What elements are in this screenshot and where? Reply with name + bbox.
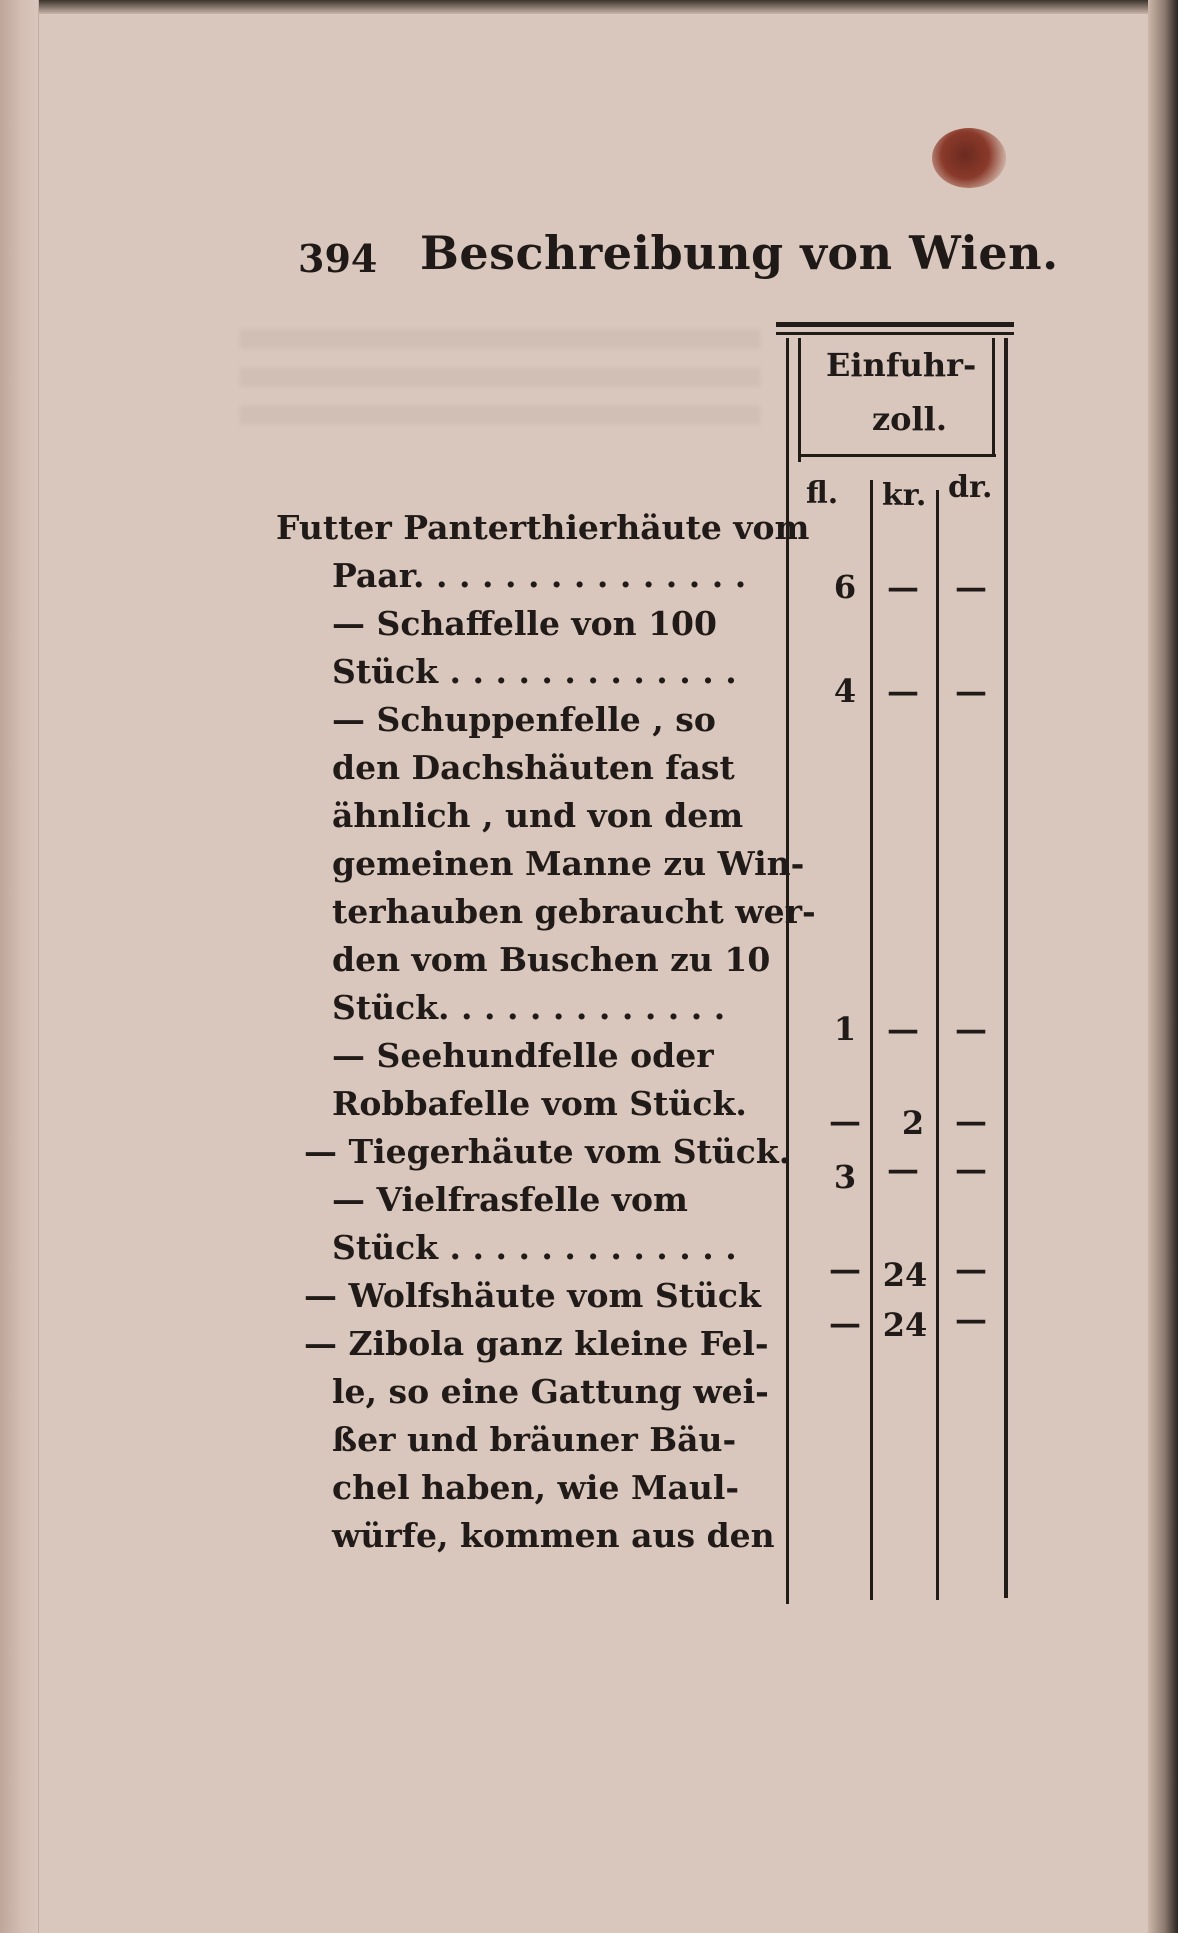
unit-dr: dr. [948,470,993,505]
entry-line: — Seehundfelle oder [332,1036,714,1075]
page-top-shadow [0,0,1178,14]
entry-line: ähnlich , und von dem [332,796,744,835]
fl-value: 6 [833,568,857,606]
table-top-rule-2 [776,332,1014,335]
kr-value: 24 [882,1306,928,1344]
entry-line: — Schaffelle von 100 [332,604,717,643]
kr-value: — [887,1010,919,1048]
kr-value: 24 [882,1256,928,1294]
dr-value: — [955,1250,987,1288]
column-title-line1: Einfuhr- [826,346,977,384]
entry-line: Paar. . . . . . . . . . . . . . . [332,556,747,595]
entry-line: ßer und bräuner Bäu- [332,1420,737,1459]
entry-line: — Vielfrasfelle vom [332,1180,688,1219]
kr-value: 2 [901,1104,925,1142]
entry-line: — Schuppenfelle , so [332,700,716,739]
entry-line: würfe, kommen aus den [332,1516,775,1555]
entry-line: Robbafelle vom Stück. [332,1084,747,1123]
fl-value: — [829,1102,861,1140]
entry-line: chel haben, wie Maul- [332,1468,740,1507]
ink-stain [932,128,1006,188]
fl-value: — [829,1304,861,1342]
entry-line: gemeinen Manne zu Win- [332,844,805,883]
table-top-rule [776,322,1014,327]
unit-kr: kr. [882,478,927,513]
entry-line: den vom Buschen zu 10 [332,940,771,979]
dr-value: — [955,1300,987,1338]
running-head: Beschreibung von Wien. [420,226,1059,280]
entry-line: le, so eine Gattung wei- [332,1372,769,1411]
dr-value: — [955,568,987,606]
entry-line: terhauben gebraucht wer- [332,892,816,931]
gutter-edge [0,0,39,1933]
fl-value: 4 [833,672,857,710]
table-left-border-inner [798,338,801,462]
fl-value: 1 [833,1010,857,1048]
dr-value: — [955,1102,987,1140]
entry-line: — Zibola ganz kleine Fel- [304,1324,769,1363]
entry-line: den Dachshäuten fast [332,748,735,787]
page-header [0,222,1178,282]
entry-line: Stück. . . . . . . . . . . . . [332,988,726,1027]
entry-line: — Wolfshäute vom Stück [304,1276,761,1315]
entry-line: Stück . . . . . . . . . . . . . [332,652,737,691]
fl-kr-divider [870,480,873,1600]
page-right-edge [1148,0,1178,1933]
entry-line: Stück . . . . . . . . . . . . . [332,1228,737,1267]
dr-value: — [955,1150,987,1188]
kr-value: — [887,568,919,606]
dr-value: — [955,672,987,710]
kr-value: — [887,1150,919,1188]
unit-fl: fl. [806,476,839,511]
column-title-line2: zoll. [872,400,947,438]
entry-line: — Tiegerhäute vom Stück. [304,1132,791,1171]
column-head-rule [800,454,996,457]
fl-value: 3 [833,1158,857,1196]
page-number: 394 [298,236,378,281]
show-through-text [240,330,760,440]
table-right-border [1004,338,1008,1598]
entry-line: Futter Panterthierhäute vom [276,508,810,547]
kr-value: — [887,672,919,710]
dr-value: — [955,1010,987,1048]
fl-value: — [829,1250,861,1288]
kr-dr-divider [936,490,939,1600]
table-right-border-inner [992,338,995,456]
